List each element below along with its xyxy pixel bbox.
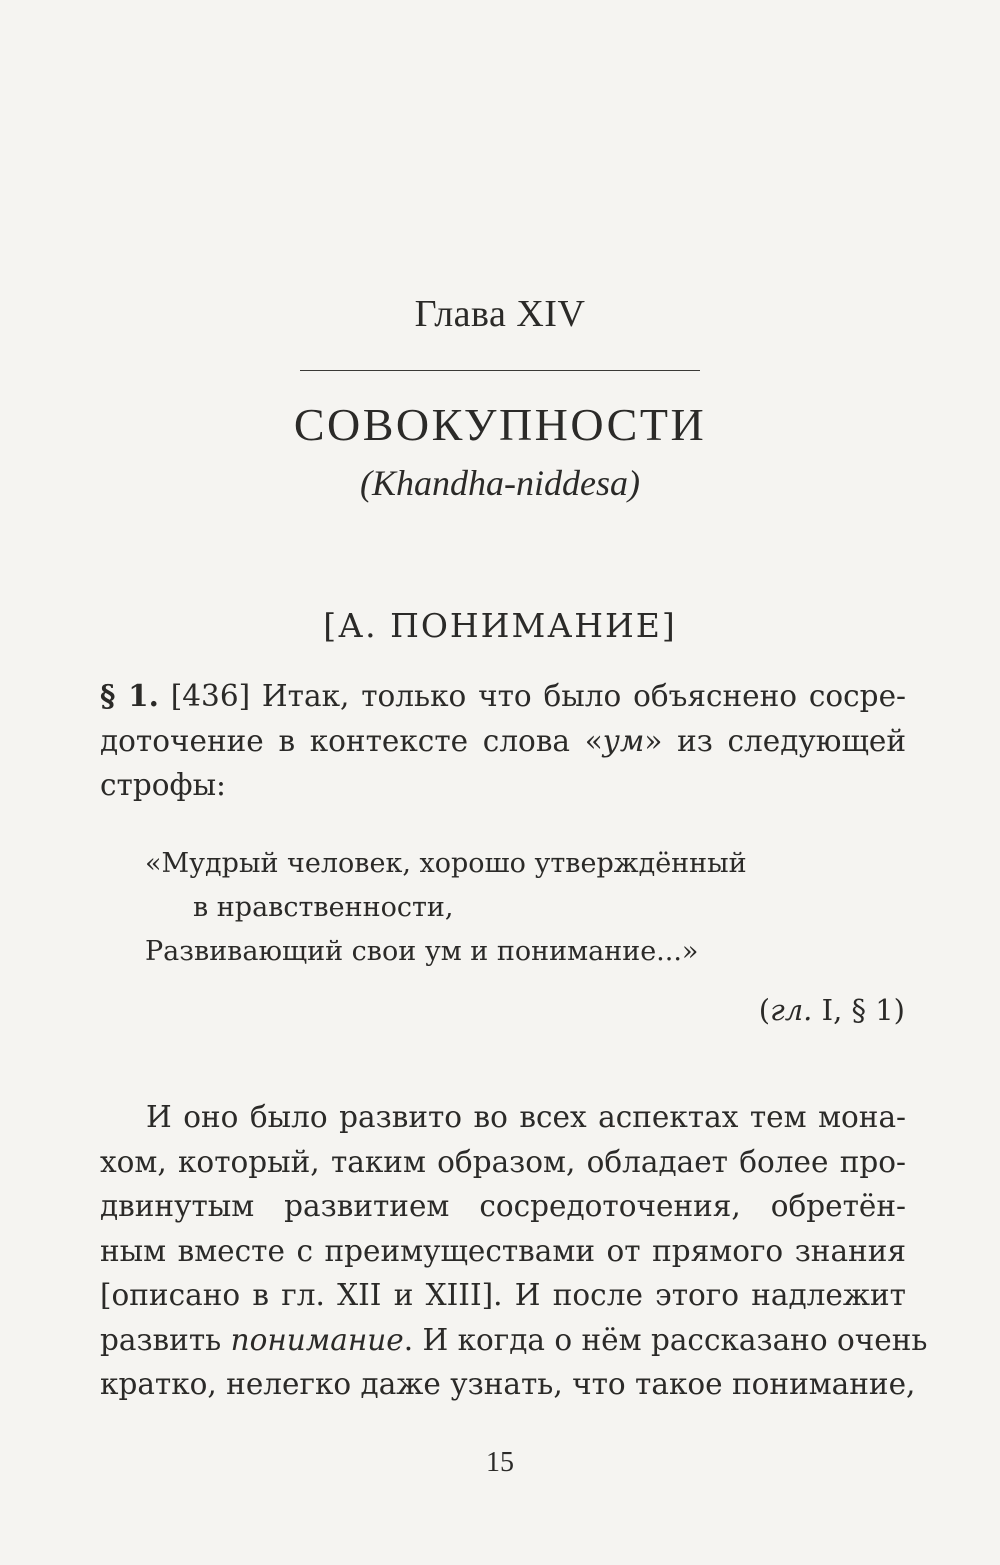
paragraph-1-line-1-text: [436] Итак, только что было объяснено сосре-	[158, 679, 906, 713]
paragraph-1	[100, 674, 906, 808]
paragraph-1-line-2-italic: ум	[602, 723, 645, 758]
paragraph-1-line-3: строфы:	[100, 768, 226, 802]
citation-open: (	[758, 993, 771, 1027]
verse-quote	[145, 842, 747, 974]
title-divider	[300, 370, 700, 371]
paragraph-2-line-6-text-b: . И когда о нём рассказано очень	[403, 1322, 928, 1357]
paragraph-1-line-1	[100, 674, 906, 719]
citation-rest: I, § 1)	[812, 993, 905, 1027]
paragraph-1-line-2	[100, 719, 906, 764]
page-number: 15	[486, 1447, 514, 1478]
paragraph-2-line-3: двинутым развитием сосредоточения, обретён-	[100, 1189, 906, 1223]
paragraph-2-line-6-italic: понимание	[230, 1322, 404, 1357]
verse-line-3: Развивающий свои ум и понимание...»	[145, 936, 699, 967]
paragraph-2-line-7: кратко, нелегко даже узнать, что такое понимание,	[100, 1367, 916, 1401]
paragraph-2	[100, 1095, 928, 1407]
verse-line-2: в нравственности,	[193, 892, 454, 923]
paragraph-2-line-4: ным вместе с преимуществами от прямого знания	[100, 1233, 906, 1268]
chapter-subtitle: (Khandha-niddesa)	[360, 463, 640, 503]
section-heading: [А. ПОНИМАНИЕ]	[323, 606, 677, 645]
paragraph-2-line-5: [описано в гл. XII и XIII]. И после этого надлежит	[100, 1278, 906, 1312]
chapter-label: Глава XIV	[414, 293, 586, 335]
paragraph-2-line-1: И оно было развито во всех аспектах тем мона-	[146, 1100, 906, 1134]
chapter-title: СОВОКУПНОСТИ	[293, 399, 707, 450]
paragraph-1-line-2-text-b: » из следующей	[644, 723, 906, 758]
paragraph-2-line-6-text-a: развить	[100, 1322, 231, 1357]
section-number: § 1.	[100, 678, 159, 713]
paragraph-2-line-2: хом, который, таким образом, обладает более про-	[100, 1144, 906, 1179]
citation-italic: гл.	[770, 993, 813, 1027]
verse-citation	[759, 993, 905, 1027]
paragraph-2-line-6	[100, 1318, 928, 1363]
verse-line-1: «Мудрый человек, хорошо утверждённый	[145, 848, 747, 879]
paragraph-1-line-2-text-a: доточение в контексте слова «	[100, 723, 603, 758]
